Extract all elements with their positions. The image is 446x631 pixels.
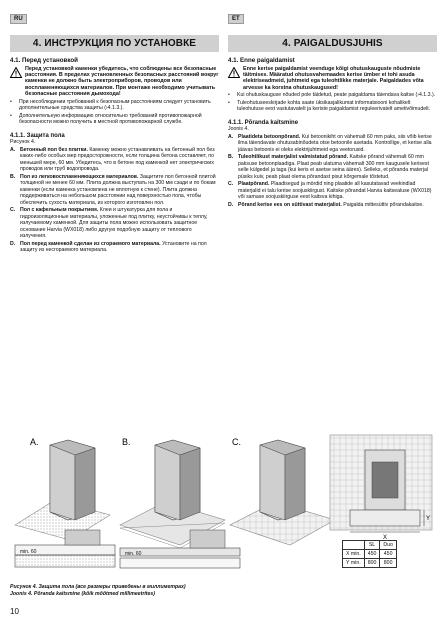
column-et — [228, 58, 437, 208]
protection-list — [228, 134, 437, 209]
bullet-text: При несоблюдении требований к безопасным расстояниям следует установить дополнительные средства защиты (›4.1.3.). — [19, 98, 211, 112]
panel-d — [330, 435, 432, 541]
bullet-text: Kui ohutuskauguse nõuded pole täidetud, peate paigaldama täiendava kaitse (›4.1.3.). — [237, 92, 436, 99]
subsection-title: 4.1.1. Põranda kaitsmine — [228, 119, 299, 126]
list-item: A. Plaatideta betoonpõrand. Kui betoonikiht on vähemalt 60 mm paks, siis võib kerise ilma täiendavate ohutusabinõudeta otse betoonile asetada. Kontrollige, et kerise alla jäävas betoonis ei oleks elektrijuhtmeid ega veetorusid. — [228, 133, 432, 153]
list-item: C. Пол с кафельным покрытием. Клеи и штукатурка для пола и гидроизоляционные материалы, уложенные под плитку, неустойчивы к теплу, излучаемому каменкой. Для защиты пола можно использовать защитное основание Harvia (WX018) либо другую подобную защиту от теплового излучения. — [10, 207, 208, 240]
table-cell: Duo — [380, 541, 397, 550]
panel-a — [15, 437, 110, 540]
subsection-title: 4.1.1. Защита пола — [10, 132, 65, 139]
table-cell: X min. — [343, 550, 365, 559]
language-tag-et: ET — [228, 14, 244, 24]
distance-table — [342, 540, 397, 568]
table-cell: SL — [364, 541, 380, 550]
list-item: C. Plaatpõrand. Plaadisegud ja mördid ning plaatide all kasutatavad veekindlad materjalid ei talu kerise soojuskiirgust. Kaitske põrandat Harvia kaitsealuse (WX018) või samase soojuskiirguse eest kaitsva kihiga. — [228, 181, 432, 201]
caption-et: Joonis 4. Põranda kaitsmine (kõik mõõtmed millimeetrites) — [10, 590, 156, 597]
bullet-text: Tuleohutuseeskirjade kohta saate üksikasjalikumat informatsiooni kohalikelt tuleohutuse eest vastutavatelt ja keriste paigaldamist reguleerivatelt ametivõimudelt. — [237, 99, 431, 113]
table-cell — [343, 541, 365, 550]
warning-icon — [228, 67, 240, 78]
protection-list — [10, 147, 219, 254]
cross-section-a — [15, 530, 115, 567]
list-item: D. Põrand kerise ees on süttivast materjalist. Paigalda mittesüttiv põrandakaitse. — [228, 201, 424, 208]
figure-reference: Joonis 4. — [228, 126, 249, 133]
table-cell: 800 — [364, 559, 380, 568]
panel-c — [230, 437, 335, 545]
subsection-title: 4.1. Enne paigaldamist — [228, 57, 295, 64]
table-cell: 450 — [364, 550, 380, 559]
min-thickness-label: min. 60 — [20, 549, 37, 555]
list-item: A. Бетонный пол без плитки. Каменку можно устанавливать на бетонный пол без каких-либо особых мер предосторожности, если толщина бетона составляет, по меньшей мере, 60 мм. Убедитесь, что в бетоне под каменкой нет электрических проводов или труб водопровода. — [10, 146, 215, 173]
dimension-x-label: X — [383, 535, 388, 541]
figure-reference: Рисунок 4. — [10, 139, 36, 146]
bullet-text: Дополнительную информацию относительно требований противопожарной безопасности можно получить в местной противопожарной службе. — [19, 112, 202, 126]
bullet-item: • Дополнительную информацию относительно требований противопожарной безопасности можно получить в местной противопожарной службе. — [10, 113, 219, 126]
warning-block — [10, 66, 219, 98]
warning-text: Enne kerise paigaldamist veenduge kõigi ohutuskauguste nõudmiste täitmises. Määratud ohutusvahemaades kerise ümber ei tohi asuda elektriseadmeid, juhtmeid ega tuleohtlikke materjale. Paigaldades võta arvesse ka korstna ohutuskaugused! — [243, 65, 424, 91]
list-item: D. Пол перед каменкой сделан из сгораемого материала. Установите на пол защиту из несгораемого материала. — [10, 240, 207, 254]
warning-icon — [10, 67, 22, 78]
table-cell: Y min. — [343, 559, 365, 568]
list-item: B. Tuleohtlikust materjalist valmistatud põrand. Kaitske põrand vähemalt 60 mm paksuse betoonplaadiga. Plaat peab ulatuma vähemalt 300 mm kaugusele kerisest selle külgedel ja taga (kui keris ei asetse seina ääres). Selleks, et põranda materjal püsiks kuiv, peab plaat olema põrandast pisut kõrgemale tõstetud. — [228, 154, 429, 180]
section-header-et: 4. PAIGALDUSJUHIS — [228, 35, 437, 52]
panel-label: C. — [232, 437, 241, 447]
column-ru — [10, 58, 219, 254]
bullet-item: • Kui ohutuskauguse nõuded pole täidetud, peate paigaldama täiendava kaitse (›4.1.3.). — [228, 92, 436, 99]
table-row — [343, 559, 397, 568]
caption-ru: Рисунок 4. Защита пола (все размеры приведены в миллиметрах) — [10, 584, 186, 590]
min-thickness-label: min. 60 — [125, 551, 142, 557]
dimension-y-label: Y — [426, 516, 431, 522]
list-item: B. Пол из легковоспламеняющихся материалов. Защитите пол бетонной плитой толщиной не менее 60 мм. Плита должна выступать на 300 мм сзади и по бокам каменки (если каменка установлена не вплотную к стене). Плита должна поддерживаться на небольшом расстоянии над поверхностью пола, чтобы обеспечить сухость материала, из которого изготовлен пол. — [10, 173, 216, 206]
panel-label: A. — [30, 437, 39, 447]
warning-block — [228, 66, 437, 92]
table-cell: 800 — [380, 559, 397, 568]
table-header-row — [343, 541, 397, 550]
panel-label: B. — [122, 437, 131, 447]
figure-caption — [10, 584, 186, 597]
page-number: 10 — [10, 607, 19, 616]
subsection-title: 4.1. Перед установкой — [10, 57, 78, 64]
table-cell: 450 — [380, 550, 397, 559]
bullet-item: • При несоблюдении требований к безопасным расстояниям следует установить дополнительные средства защиты (›4.1.3.). — [10, 99, 219, 112]
warning-text: Перед установкой каменки убедитесь, что соблюдены все безопасные расстояния. В пределах установленных безопасных расстояний вокруг каменки не должно быть электроприборов, проводов или воспламеняющихся материалов. При монтаже необходимо учитывать безопасные расстояния дымохода! — [25, 65, 219, 98]
section-header-ru: 4. ИНСТРУКЦИЯ ПО УСТАНОВКЕ — [10, 35, 219, 52]
table-row — [343, 550, 397, 559]
bullet-item: • Tuleohutuseeskirjade kohta saate üksikasjalikumat informatsiooni kohalikelt tuleohutuse eest vastutavatelt ja keriste paigaldamist reguleerivatelt ametivõimudelt. — [228, 100, 437, 113]
language-tag-ru: RU — [10, 14, 27, 24]
